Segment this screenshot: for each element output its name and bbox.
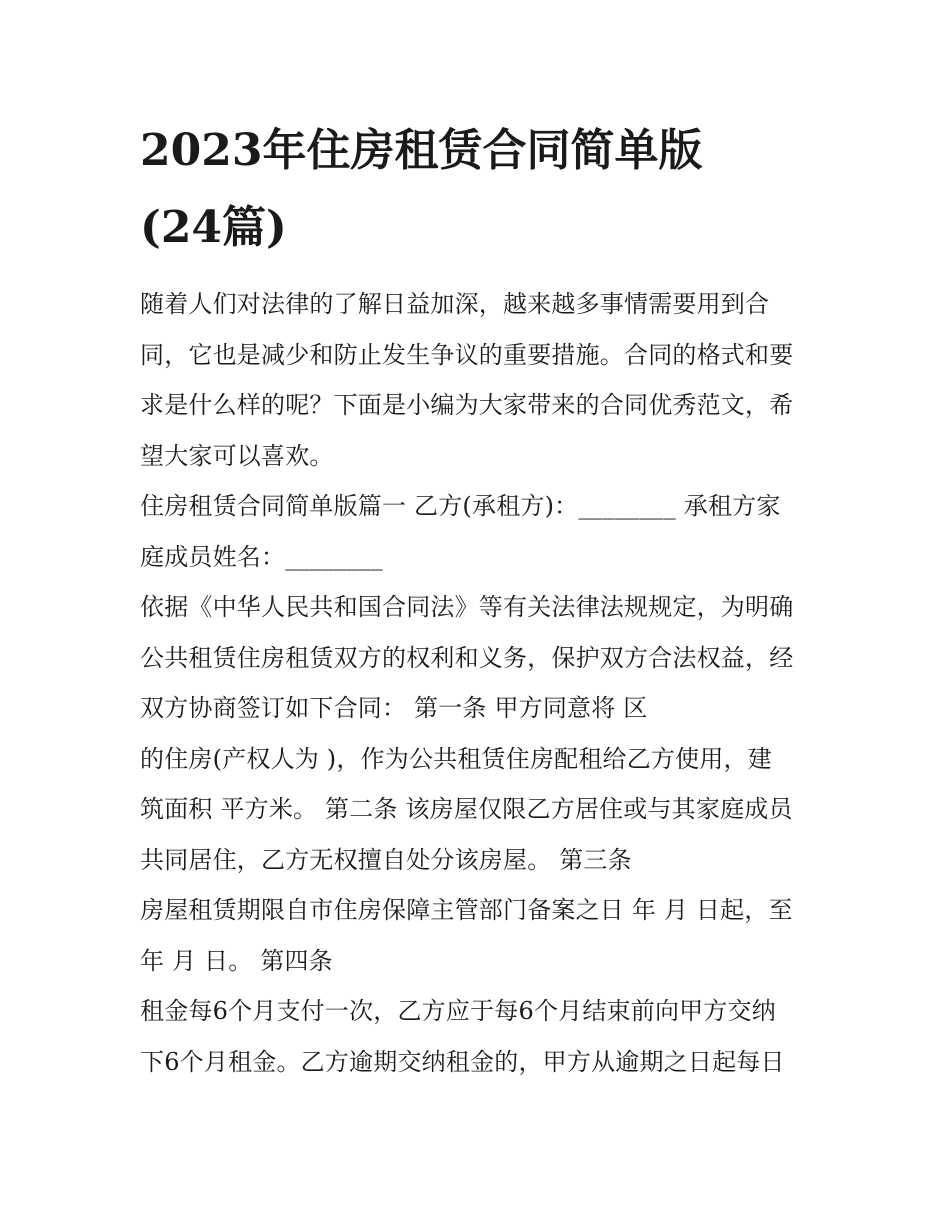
text-line: 住房租赁合同简单版篇一 乙方(承租方)：________ 承租方家 [140, 492, 781, 520]
text-line: 的住房(产权人为 )，作为公共租赁住房配租给乙方使用，建 [140, 744, 772, 773]
intro-paragraph [140, 279, 820, 481]
text-line: 房屋租赁期限自市住房保障主管部门备案之日 年 月 日起，至 [140, 896, 793, 924]
rent-paragraph [140, 986, 820, 1087]
text-line: 随着人们对法律的了解日益加深，越来越多事情需要用到合 [140, 290, 770, 318]
text-line: 望大家可以喜欢。 [140, 441, 334, 470]
contract-header-paragraph [140, 481, 820, 582]
legal-basis-paragraph [140, 582, 820, 734]
text-line: 双方协商签订如下合同： 第一条 甲方同意将 区 [140, 694, 648, 722]
text-line: 共同居住，乙方无权擅自处分该房屋。 第三条 [140, 845, 632, 874]
text-line: 下6个月租金。乙方逾期交纳租金的，甲方从逾期之日起每日 [140, 1047, 785, 1076]
title-line-1: 2023年住房租赁合同简单版 [140, 125, 703, 176]
text-line: 依据《中华人民共和国合同法》等有关法律法规规定，为明确 [140, 593, 794, 621]
text-line: 庭成员姓名：________ [140, 542, 383, 571]
lease-term-paragraph [140, 885, 820, 986]
text-line: 公共租赁住房租赁双方的权利和义务，保护双方合法权益，经 [140, 643, 794, 672]
text-line: 租金每6个月支付一次，乙方应于每6个月结束前向甲方交纳 [140, 997, 776, 1025]
document-body [140, 112, 820, 1087]
housing-paragraph [140, 734, 820, 886]
title-line-2: (24篇) [140, 202, 287, 253]
text-line: 同，它也是减少和防止发生争议的重要措施。合同的格式和要 [140, 340, 794, 369]
text-line: 年 月 日。 第四条 [140, 946, 333, 975]
document-title [140, 112, 820, 266]
text-line: 求是什么样的呢？下面是小编为大家带来的合同优秀范文，希 [140, 391, 794, 419]
text-line: 筑面积 平方米。 第二条 该房屋仅限乙方居住或与其家庭成员 [140, 795, 793, 823]
